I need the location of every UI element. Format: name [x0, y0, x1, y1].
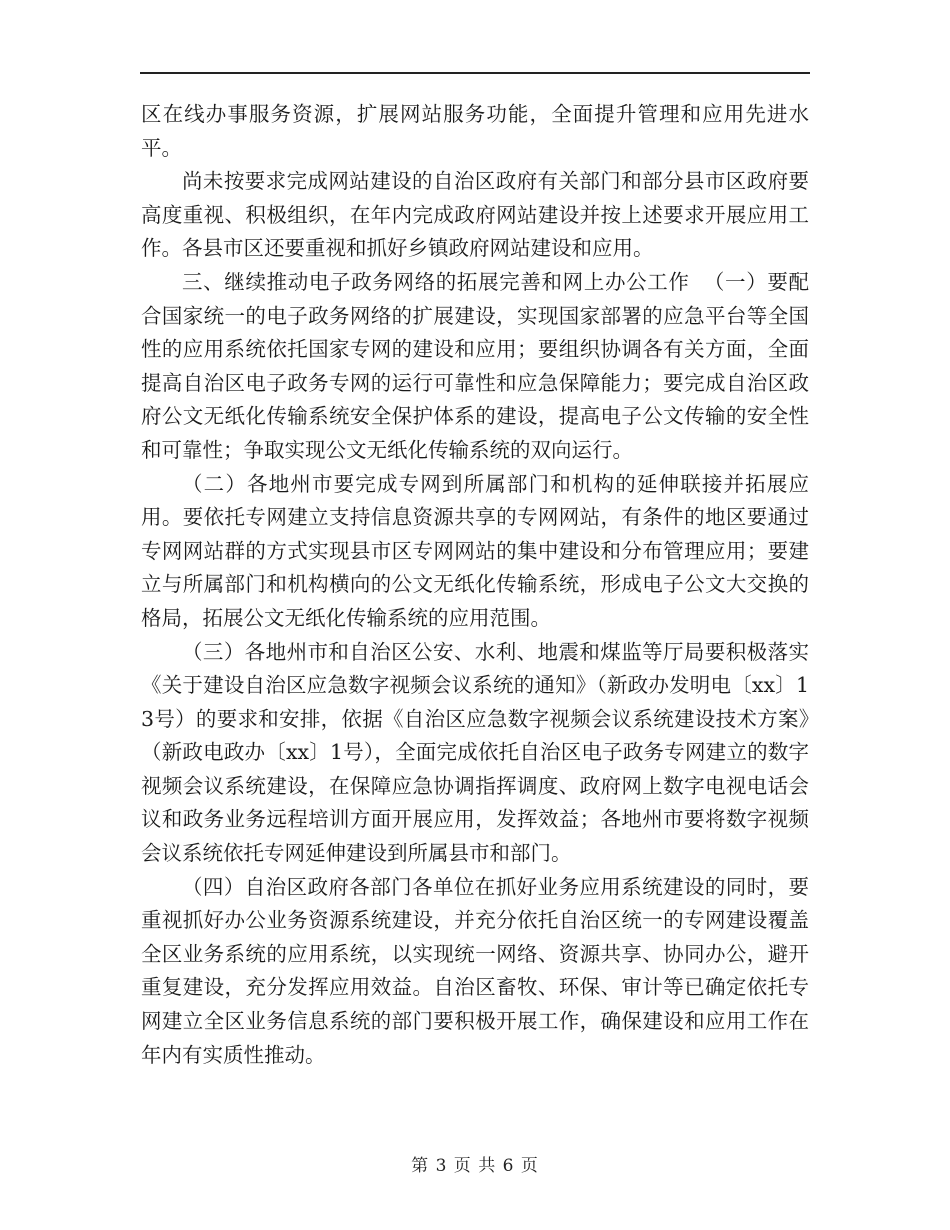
header-rule [140, 72, 810, 74]
paragraph-4: （二）各地州市要完成专网到所属部门和机构的延伸联接并拓展应用。要依托专网建立支持信息资源共享的专网网站，有条件的地区要通过专网网站群的方式实现县市区专网网站的集中建设和分布管理应用；要建立与所属部门和机构横向的公文无纸化传输系统，形成电子公文大交换的格局，拓展公文无纸化传输系统的应用范围。 [141, 471, 809, 630]
paragraph-1: 区在线办事服务资源，扩展网站服务功能，全面提升管理和应用先进水平。 [141, 102, 809, 160]
paragraph-6: （四）自治区政府各部门各单位在抓好业务应用系统建设的同时，要重视抓好办公业务资源系统建设，并充分依托自治区统一的专网建设覆盖全区业务系统的应用系统，以实现统一网络、资源共享、协同办公，避开重复建设，充分发挥应用效益。自治区畜牧、环保、审计等已确定依托专网建立全区业务信息系统的部门要积极开展工作，确保建设和应用工作在年内有实质性推动。 [141, 874, 809, 1067]
paragraph-3: 三、继续推动电子政务网络的拓展完善和网上办公工作 （一）要配合国家统一的电子政务网络的扩展建设，实现国家部署的应急平台等全国性的应用系统依托国家专网的建设和应用；要组织协调各有关方面，全面提高自治区电子政务专网的运行可靠性和应急保障能力；要完成自治区政府公文无纸化传输系统安全保护体系的建设，提高电子公文传输的安全性和可靠性；争取实现公文无纸化传输系统的双向运行。 [141, 269, 809, 462]
paragraph-5: （三）各地州市和自治区公安、水利、地震和煤监等厅局要积极落实《关于建设自治区应急数字视频会议系统的通知》（新政办发明电〔xx〕13号）的要求和安排，依据《自治区应急数字视频会议系统建设技术方案》（新政电政办〔xx〕1号），全面完成依托自治区电子政务专网建立的数字视频会议系统建设，在保障应急协调指挥调度、政府网上数字电视电话会议和政务业务远程培训方面开展应用，发挥效益；各地州市要将数字视频会议系统依托专网延伸建设到所属县市和部门。 [141, 639, 809, 866]
page-number-footer: 第 3 页 共 6 页 [411, 1156, 539, 1176]
document-body [141, 98, 809, 1072]
paragraph-2: 尚未按要求完成网站建设的自治区政府有关部门和部分县市区政府要高度重视、积极组织，在年内完成政府网站建设并按上述要求开展应用工作。各县市区还要重视和抓好乡镇政府网站建设和应用。 [141, 169, 809, 261]
